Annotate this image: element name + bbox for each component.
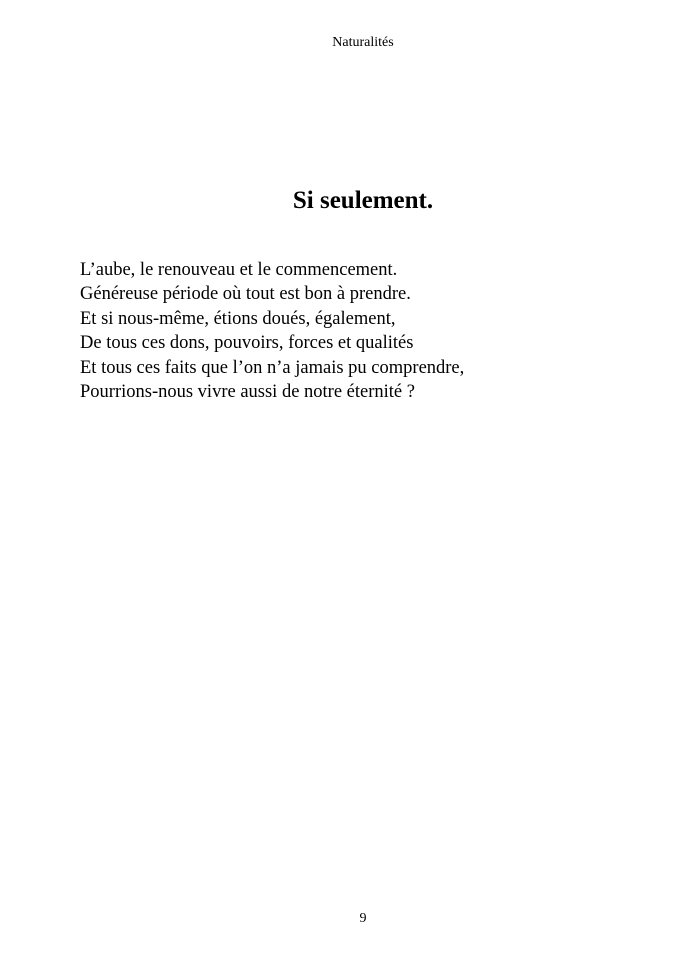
poem-line: De tous ces dons, pouvoirs, forces et qualités — [80, 333, 414, 354]
poem-line: Et tous ces faits que l’on n’a jamais pu comprendre, — [80, 357, 465, 378]
poem-body — [80, 258, 670, 404]
poem-line: Généreuse période où tout est bon à prendre. — [80, 284, 411, 305]
page-number: 9 — [359, 911, 367, 926]
running-header: Naturalités — [332, 35, 394, 50]
poem-line: Et si nous-même, étions doués, également, — [80, 308, 396, 329]
poem-line: L’aube, le renouveau et le commencement. — [80, 260, 398, 280]
poem-title: Si seulement. — [292, 187, 434, 214]
poem-line: Pourrions-nous vivre aussi de notre éternité ? — [80, 382, 415, 403]
